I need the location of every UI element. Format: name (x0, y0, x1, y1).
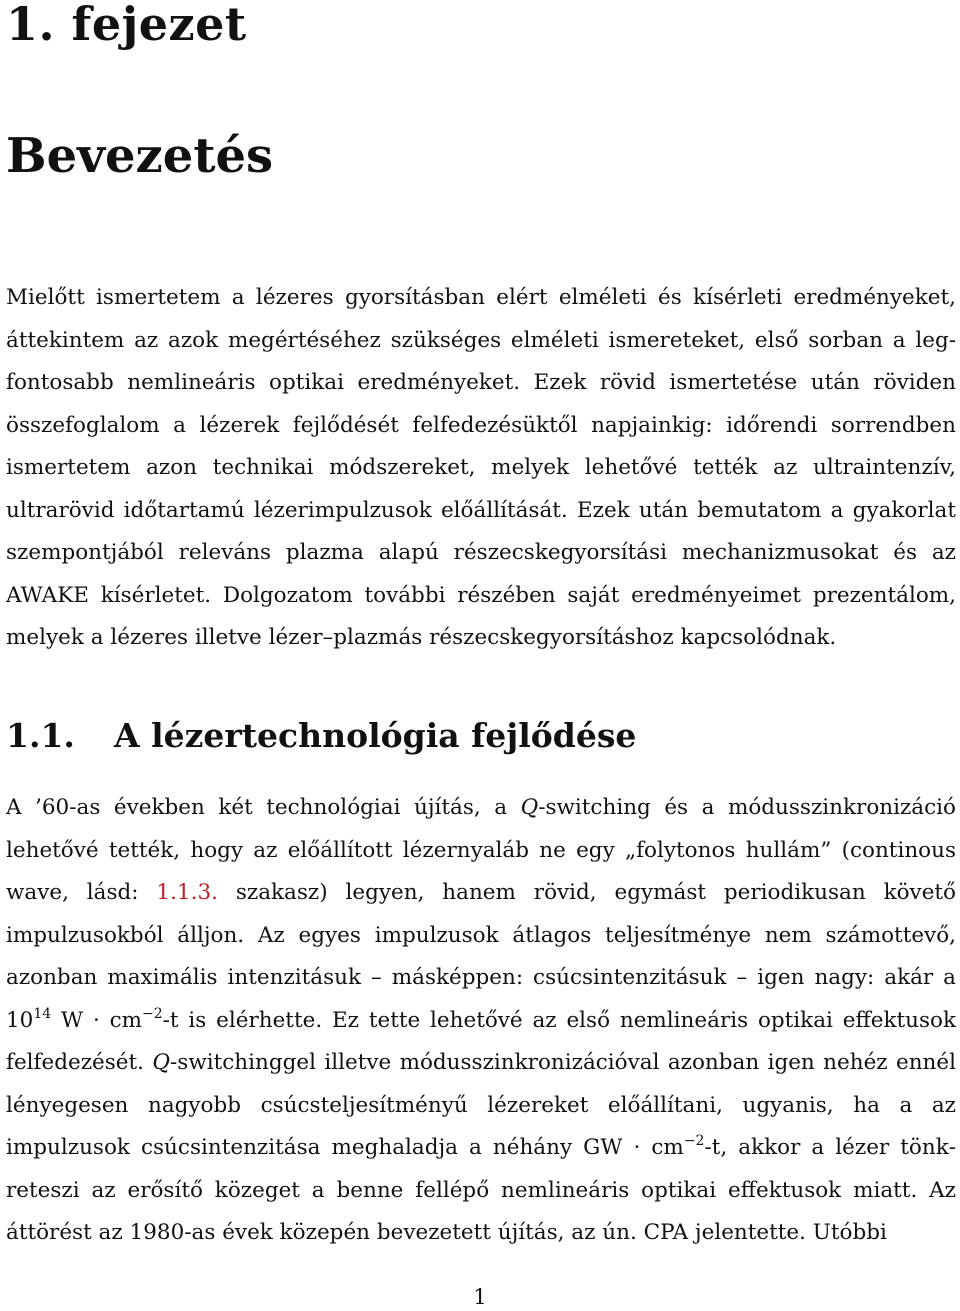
exponent: −2 (683, 1133, 705, 1149)
intro-paragraph: Mielőtt ismertetem a lézeres gyorsításban elért elméleti és kísérleti eredményeket, áttekintem az azok megértéséhez szükséges elméleti ismereteket, első sorban a legfontosabb nemlineáris optikai eredményeket. Ezek rövid ismertetése után röviden összefoglalom a lézerek fejlődését felfedezésüktől napjainkig: időrendi sorrendben ismertetem azon technikai módszereket, melyek lehetővé tették az ultraintenzív, ultrarövid időtartamú lézerimpulzusok előállítását. Ezek után bemutatom a gyakorlat szempontjából releváns plazma alapú részecskegyorsítási mechanizmusokat és az AWAKE kísérletet. Dolgozatom további részében saját eredményeimet prezentálom, melyek a lézeres illetve lézer–plazmás részecskegyorsításhoz kapcsolódnak. (6, 285, 956, 650)
exponent: −2 (142, 1005, 163, 1022)
section-title: A lézertechnológia fejlődése (114, 716, 637, 755)
text-run: -switchinggel illetve módusszinkronizációval azonban igen nehéz ennél lényegesen nagyobb csúcsteljesítményű lézereket előállítani, ugyanis, ha a az impulzusok csúcsintenzitása meghaladja a néhány GW · cm (6, 1050, 957, 1160)
page-number: 1 (473, 1285, 487, 1309)
section-number: 1.1. (6, 716, 75, 755)
math-q: Q (520, 795, 539, 820)
text-run: szakasz) legyen, hanem rövid, egymást periodikusan követő impulzusokból álljon. Az egyes impulzusok átlagos teljesítménye nem számottevő, azonban maximális intenzitásuk – másképpen: csúcsintenzitásuk – igen nagy: akár a 10 (6, 880, 956, 1033)
text-run: -switching és a módusszinkronizáció lehetővé tették, hogy az előállított lézernyaláb ne egy „folytonos hullám” (continous wave, lásd: (6, 795, 956, 905)
text-run: A ’60-as években két technológiai újítás, a (6, 795, 521, 820)
exponent: 14 (33, 1005, 52, 1022)
section-heading (6, 712, 636, 760)
text-run: W · cm (51, 1007, 143, 1033)
chapter-title: Bevezetés (6, 128, 274, 184)
section-paragraph (6, 787, 956, 1255)
text-run: -t, akkor a lézer tönkreteszi az erősítő közeget a benne fellépő nemlineáris optikai effektusok miatt. Az áttörést az 1980-as évek közepén bevezetett újítás, az ún. CPA jelentette. Utóbbi (6, 1135, 956, 1245)
math-q: Q (152, 1050, 171, 1075)
section-reference-link[interactable]: 1.1.3. (156, 880, 218, 905)
text-run: -t is elérhette. Ez tette lehetővé az első nemlineáris optikai effektusok felfedezését. (6, 1007, 956, 1075)
chapter-label: 1. fejezet (6, 0, 247, 51)
